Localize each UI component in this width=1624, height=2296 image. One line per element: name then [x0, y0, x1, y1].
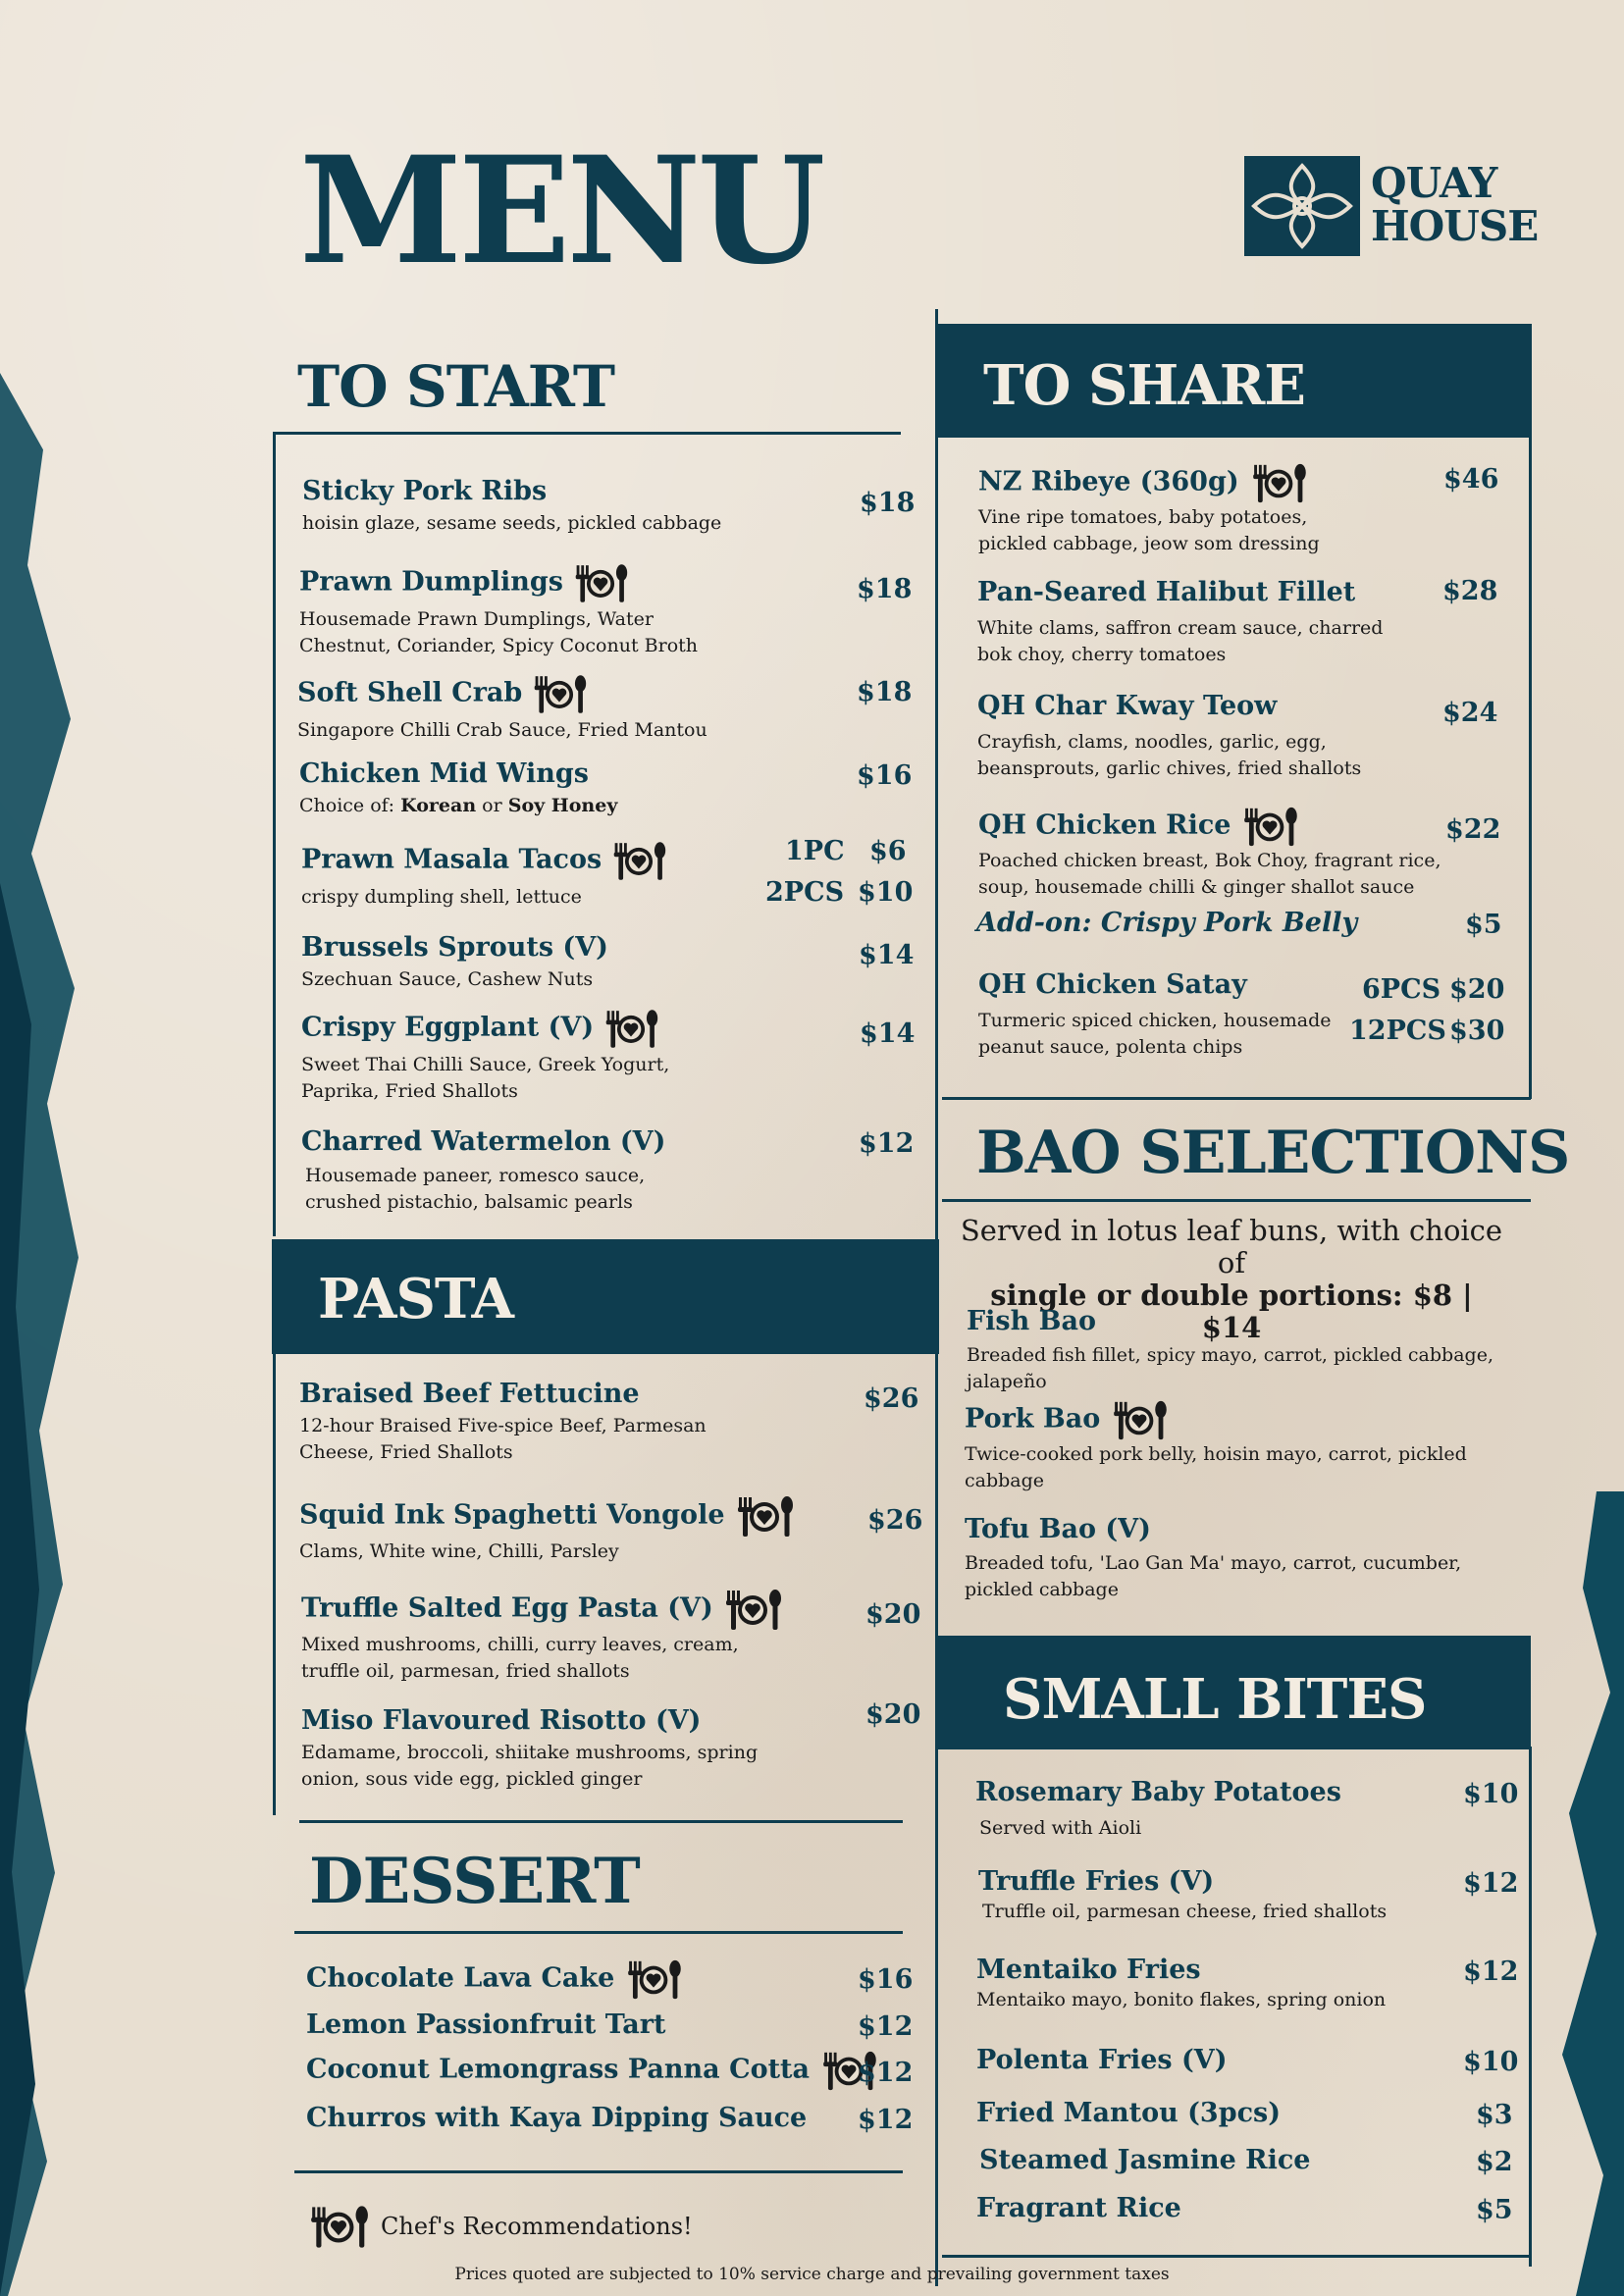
- item-desc: Housemade Prawn Dumplings, Water Chestnut, Coriander, Spicy Coconut Broth: [299, 608, 699, 656]
- item-name: Tofu Bao (V): [965, 1514, 1151, 1544]
- item-price: $26: [867, 1505, 923, 1536]
- item-name: Coconut Lemongrass Panna Cotta: [306, 2049, 880, 2092]
- item-desc: Truffle oil, parmesan cheese, fried shallots: [982, 1901, 1388, 1922]
- plate-cutlery-icon: [733, 1493, 796, 1539]
- pasta-header: [272, 1239, 939, 1354]
- menu-item: [978, 1868, 1387, 1925]
- menu-item: [977, 579, 1409, 668]
- plate-cutlery-icon: [602, 1007, 660, 1050]
- item-desc: White clams, saffron cream sauce, charred bok choy, cherry tomatoes: [977, 617, 1384, 665]
- item-name: QH Chicken Satay: [978, 969, 1247, 1000]
- item-price: $18: [860, 488, 916, 518]
- item-name: Lemon Passionfruit Tart: [306, 2009, 666, 2040]
- to-start-title: TO START: [297, 353, 615, 420]
- menu-item: [299, 760, 617, 819]
- item-name: Sticky Pork Ribs: [302, 476, 548, 506]
- menu-item: [301, 1707, 762, 1793]
- dessert-title: DESSERT: [309, 1845, 640, 1918]
- item-price: $20: [865, 1699, 921, 1730]
- item-price: $46: [1443, 464, 1499, 495]
- menu-item: [306, 1957, 685, 2001]
- menu-item: [978, 805, 1489, 901]
- item-name: Fragrant Rice: [976, 2193, 1181, 2223]
- item-desc: hoisin glaze, sesame seeds, pickled cabbage: [302, 512, 722, 534]
- to-start-underline: [273, 432, 901, 435]
- item-desc: Mentaiko mayo, bonito flakes, spring onion: [976, 1989, 1387, 2010]
- item-price: $6: [869, 836, 907, 866]
- menu-item: [301, 934, 608, 993]
- to-share-right-border: [1529, 324, 1532, 1099]
- item-desc: Szechuan Sauce, Cashew Nuts: [301, 968, 594, 990]
- menu-item: [965, 1516, 1514, 1603]
- item-name: Rosemary Baby Potatoes: [975, 1777, 1341, 1807]
- item-desc: Clams, White wine, Chilli, Parsley: [299, 1540, 619, 1562]
- item-price: $20: [1449, 974, 1505, 1005]
- item-price: $14: [859, 940, 915, 970]
- item-price: $12: [858, 2058, 914, 2088]
- item-name: Brussels Sprouts (V): [301, 932, 608, 963]
- item-qty: 1PC: [785, 836, 845, 866]
- left-column-border: [273, 432, 276, 1236]
- menu-item: [975, 1779, 1341, 1842]
- item-name: Braised Beef Fettucine: [299, 1379, 640, 1409]
- menu-item: [306, 2105, 807, 2131]
- item-name: Truffle Salted Egg Pasta (V): [301, 1587, 784, 1632]
- item-price: $14: [860, 1018, 916, 1049]
- menu-item: [299, 561, 731, 659]
- item-name: Soft Shell Crab: [297, 672, 729, 715]
- item-desc: Breaded tofu, 'Lao Gan Ma' mayo, carrot, cucumber, pickled cabbage: [965, 1552, 1462, 1600]
- menu-item: [978, 971, 1332, 1061]
- plate-cutlery-icon: [1238, 805, 1301, 848]
- item-name: Fried Mantou (3pcs): [976, 2098, 1282, 2128]
- item-name: Miso Flavoured Risotto (V): [301, 1705, 702, 1736]
- menu-item: [301, 1128, 717, 1216]
- item-price: $12: [859, 1128, 915, 1159]
- item-desc: Sweet Thai Chilli Sauce, Greek Yogurt, Paprika, Fried Shallots: [301, 1054, 670, 1102]
- plate-cutlery-icon: [1108, 1398, 1171, 1441]
- item-name: Add-on: Crispy Pork Belly: [976, 908, 1358, 938]
- item-name: Truffle Fries (V): [978, 1866, 1215, 1897]
- dessert-underline: [294, 1931, 903, 1934]
- plate-cutlery-icon: [609, 839, 668, 882]
- item-name: Pan-Seared Halibut Fillet: [977, 577, 1356, 607]
- to-share-title: TO SHARE: [983, 353, 1305, 418]
- item-desc: Poached chicken breast, Bok Choy, fragrant rice, soup, housemade chilli & ginger shallot sauce: [978, 850, 1441, 898]
- dessert-bottom-rule: [294, 2170, 903, 2173]
- menu-item: [297, 672, 729, 744]
- plate-cutlery-icon: [306, 2203, 371, 2250]
- menu-item: [306, 2011, 665, 2038]
- bao-intro: Served in lotus leaf buns, with choice of single or double portions: $8 | $14: [960, 1214, 1503, 1344]
- menu-item: [306, 2049, 880, 2092]
- item-price: $26: [864, 1383, 919, 1414]
- menu-item: [965, 1398, 1514, 1494]
- item-name: Crispy Eggplant (V): [301, 1007, 713, 1050]
- item-name: Mentaiko Fries: [976, 1955, 1201, 1985]
- item-qty: 6PCS: [1362, 974, 1441, 1005]
- to-share-header: [937, 324, 1531, 438]
- menu-item: [299, 1381, 751, 1466]
- item-price: $16: [858, 1964, 914, 1995]
- plate-cutlery-icon: [721, 1587, 784, 1632]
- item-price: $22: [1445, 814, 1501, 845]
- item-price: $10: [1463, 2047, 1519, 2077]
- item-price: $10: [858, 877, 914, 908]
- item-desc: crispy dumpling shell, lettuce: [301, 886, 582, 908]
- brand-logo: [1238, 152, 1543, 260]
- item-price: $5: [1476, 2195, 1513, 2225]
- item-name: Prawn Masala Tacos: [301, 839, 668, 882]
- menu-item: [301, 1007, 713, 1105]
- item-name: Prawn Dumplings: [299, 561, 731, 604]
- item-price: $18: [857, 677, 913, 707]
- menu-item: [979, 2147, 1311, 2173]
- item-desc: Choice of: Korean or Soy Honey: [299, 795, 618, 816]
- menu-item: [976, 2195, 1181, 2221]
- item-name: Polenta Fries (V): [976, 2045, 1228, 2075]
- plate-cutlery-icon: [622, 1957, 685, 2001]
- to-share-bottom-rule: [942, 1097, 1531, 1100]
- footer-note: Prices quoted are subjected to 10% service charge and prevailing government taxes: [454, 2265, 1170, 2284]
- item-price: $10: [1463, 1779, 1519, 1809]
- menu-item: [299, 1493, 796, 1565]
- chef-legend: [306, 2203, 693, 2250]
- pasta-border: [273, 1354, 276, 1815]
- menu-item: [976, 2100, 1281, 2126]
- small-bites-title: SMALL BITES: [1003, 1667, 1427, 1732]
- brand-line1: QUAY: [1371, 159, 1497, 207]
- item-name: Churros with Kaya Dipping Sauce: [306, 2103, 808, 2133]
- item-price: $30: [1449, 1016, 1505, 1046]
- item-name: Charred Watermelon (V): [301, 1126, 666, 1157]
- menu-item: [302, 478, 724, 537]
- item-name: NZ Ribeye (360g): [978, 461, 1351, 504]
- plate-cutlery-icon: [571, 561, 630, 604]
- small-bites-bottom-rule: [942, 2255, 1531, 2258]
- item-desc: Crayfish, clams, noodles, garlic, egg, beansprouts, garlic chives, fried shallots: [977, 731, 1362, 779]
- item-price: $12: [858, 2011, 914, 2042]
- item-qty: 12PCS: [1349, 1016, 1446, 1046]
- pasta-bottom-rule: [299, 1820, 903, 1823]
- item-name: Pork Bao: [965, 1398, 1514, 1441]
- item-name: QH Chicken Rice: [978, 805, 1489, 848]
- item-name: QH Char Kway Teow: [977, 691, 1278, 721]
- item-desc: Housemade paneer, romesco sauce, crushed pistachio, balsamic pearls: [305, 1165, 646, 1213]
- item-price: $28: [1442, 576, 1498, 606]
- item-price: $3: [1476, 2100, 1513, 2130]
- item-desc: Mixed mushrooms, chilli, curry leaves, cream, truffle oil, parmesan, fried shallots: [301, 1634, 739, 1682]
- item-qty: 2PCS: [765, 877, 845, 908]
- legend-text: Chef's Recommendations!: [381, 2213, 693, 2240]
- item-price: $12: [1463, 1868, 1519, 1899]
- item-price: $2: [1476, 2147, 1513, 2177]
- small-bites-right-border: [1529, 1747, 1532, 2267]
- item-price: $12: [858, 2105, 914, 2135]
- plate-cutlery-icon: [530, 672, 589, 715]
- item-name: Chocolate Lava Cake: [306, 1957, 685, 2001]
- item-price: $18: [857, 574, 913, 604]
- ornament-logo-icon: [1238, 152, 1366, 260]
- menu-item: [976, 910, 1357, 936]
- item-name: Steamed Jasmine Rice: [979, 2145, 1311, 2175]
- item-desc: 12-hour Braised Five-spice Beef, Parmesan Cheese, Fried Shallots: [299, 1415, 707, 1463]
- menu-item: [976, 2047, 1227, 2073]
- bao-underline: [942, 1199, 1531, 1202]
- item-name: Fish Bao: [967, 1306, 1096, 1336]
- menu-item: [301, 839, 668, 911]
- item-desc: Vine ripe tomatoes, baby potatoes, pickled cabbage, jeow som dressing: [978, 506, 1320, 554]
- menu-item: [977, 693, 1409, 782]
- item-name: Squid Ink Spaghetti Vongole: [299, 1493, 796, 1539]
- item-desc: Singapore Chilli Crab Sauce, Fried Mantou: [297, 719, 707, 741]
- item-desc: Turmeric spiced chicken, housemade peanut sauce, polenta chips: [978, 1010, 1332, 1058]
- item-price: $16: [857, 760, 913, 791]
- small-bites-header: [937, 1636, 1531, 1749]
- menu-item: [976, 1957, 1386, 2013]
- item-price: $20: [865, 1599, 921, 1630]
- item-desc: Served with Aioli: [979, 1817, 1142, 1839]
- menu-item: [967, 1308, 1516, 1395]
- page-title: MENU: [299, 125, 822, 297]
- item-price: $24: [1442, 698, 1498, 728]
- plate-cutlery-icon: [1247, 461, 1310, 504]
- brand-line2: HOUSE: [1371, 202, 1539, 251]
- item-price: $12: [1463, 1957, 1519, 1987]
- menu-item: [978, 461, 1351, 557]
- item-desc: Breaded fish fillet, spicy mayo, carrot, pickled cabbage, jalapeño: [967, 1344, 1493, 1392]
- menu-item: [301, 1587, 784, 1685]
- pasta-title: PASTA: [318, 1267, 513, 1331]
- item-desc: Edamame, broccoli, shiitake mushrooms, spring onion, sous vide egg, pickled ginger: [301, 1742, 759, 1790]
- item-desc: Twice-cooked pork belly, hoisin mayo, carrot, pickled cabbage: [965, 1443, 1467, 1491]
- item-name: Chicken Mid Wings: [299, 758, 589, 789]
- item-price: $5: [1465, 910, 1502, 940]
- bao-title: BAO SELECTIONS: [976, 1119, 1570, 1187]
